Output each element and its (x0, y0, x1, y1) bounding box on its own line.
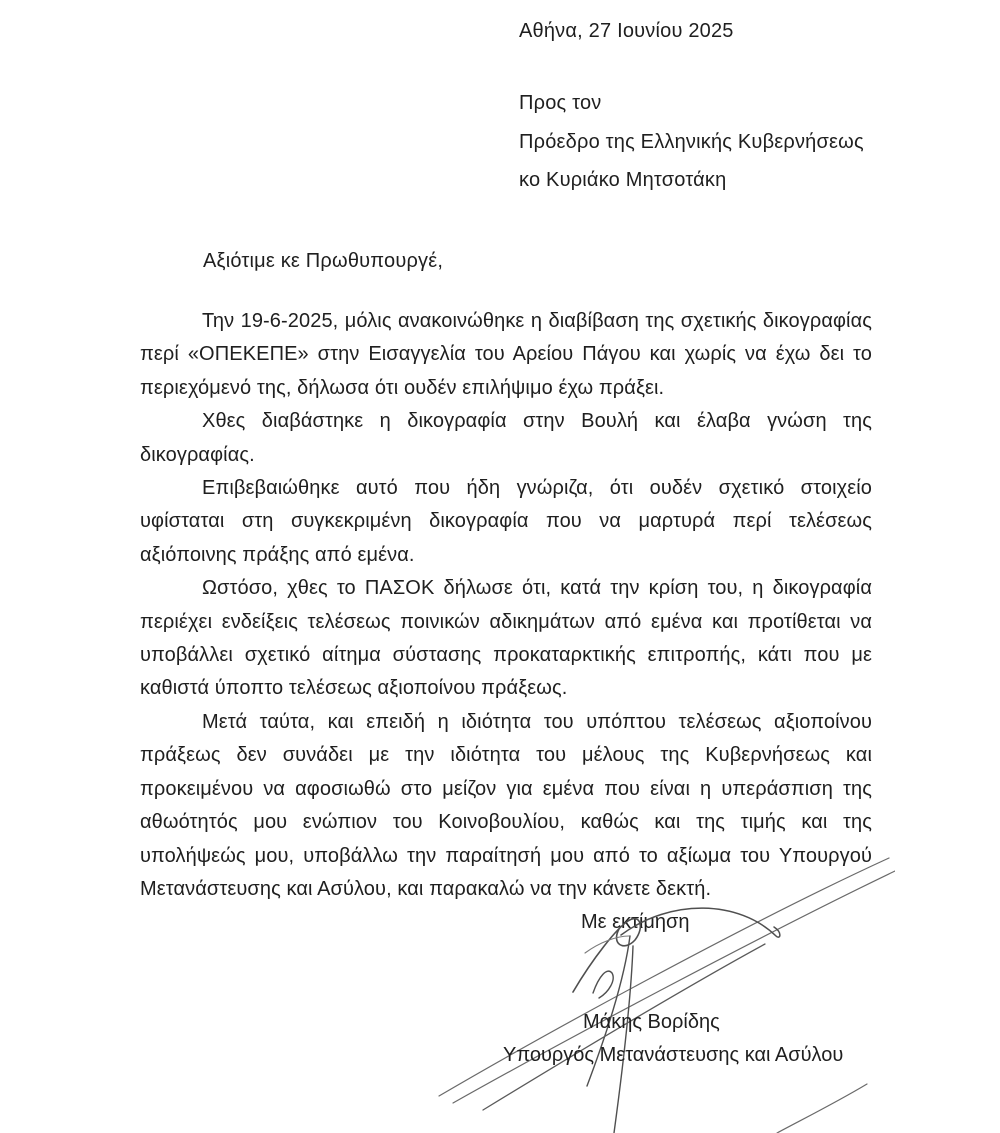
date-line: Αθήνα, 27 Ιουνίου 2025 (519, 20, 734, 42)
recipient-block (519, 84, 864, 200)
recipient-intro: Προς τον (519, 92, 602, 114)
letter-body (140, 305, 872, 906)
body-paragraph: Μετά ταύτα, και επειδή η ιδιότητα του υπόπτου τελέσεως αξιοποίνου πράξεως δεν συνάδει με την ιδιότητα του μέλους της Κυβερνήσεως και προκειμένου να αφοσιωθώ στο μείζον για εμένα που είναι η υπεράσπιση της αθωότητός μου ενώπιον του Κοινοβουλίου, καθώς και της τιμής και της υπολήψεώς μου, υποβάλλω την παραίτησή μου από το αξίωμα του Υπουργού Μετανάστευσης και Ασύλου, και παρακαλώ να την κάνετε δεκτή. (140, 710, 872, 900)
salutation: Αξιότιμε κε Πρωθυπουργέ, (203, 250, 444, 272)
body-paragraph: Ωστόσο, χθες το ΠΑΣΟΚ δήλωσε ότι, κατά την κρίση του, η δικογραφία περιέχει ενδείξεις τελέσεως ποινικών αδικημάτων από εμένα και προτίθεται να υποβάλλει σχετικό αίτημα σύστασης προκαταρκτικής επιτροπής, κάτι που με καθιστά ύποπτο τελέσεως αξιοποίνου πράξεως. (140, 577, 872, 700)
handwritten-signature-icon (425, 856, 895, 1133)
signatory-title: Υπουργός Μετανάστευσης και Ασύλου (503, 1044, 844, 1066)
body-paragraph: Επιβεβαιώθηκε αυτό που ήδη γνώριζα, ότι ουδέν σχετικό στοιχείο υφίσταται στη συγκεκριμένη δικογραφία που να μαρτυρά περί τελέσεως αξιόποινης πράξης από εμένα. (140, 477, 872, 566)
body-paragraph: Χθες διαβάστηκε η δικογραφία στην Βουλή και έλαβα γνώση της δικογραφίας. (140, 410, 872, 466)
recipient-name: κο Κυριάκο Μητσοτάκη (519, 169, 727, 191)
signatory-name: Μάκης Βορίδης (583, 1011, 720, 1033)
recipient-title: Πρόεδρο της Ελληνικής Κυβερνήσεως (519, 130, 864, 153)
body-paragraph: Την 19-6-2025, μόλις ανακοινώθηκε η διαβίβαση της σχετικής δικογραφίας περί «ΟΠΕΚΕΠΕ» στην Εισαγγελία του Αρείου Πάγου και χωρίς να έχω δει το περιεχόμενό της, δήλωσα ότι ουδέν επιλήψιμο έχω πράξει. (140, 310, 872, 399)
closing-phrase: Με εκτίμηση (581, 911, 690, 933)
